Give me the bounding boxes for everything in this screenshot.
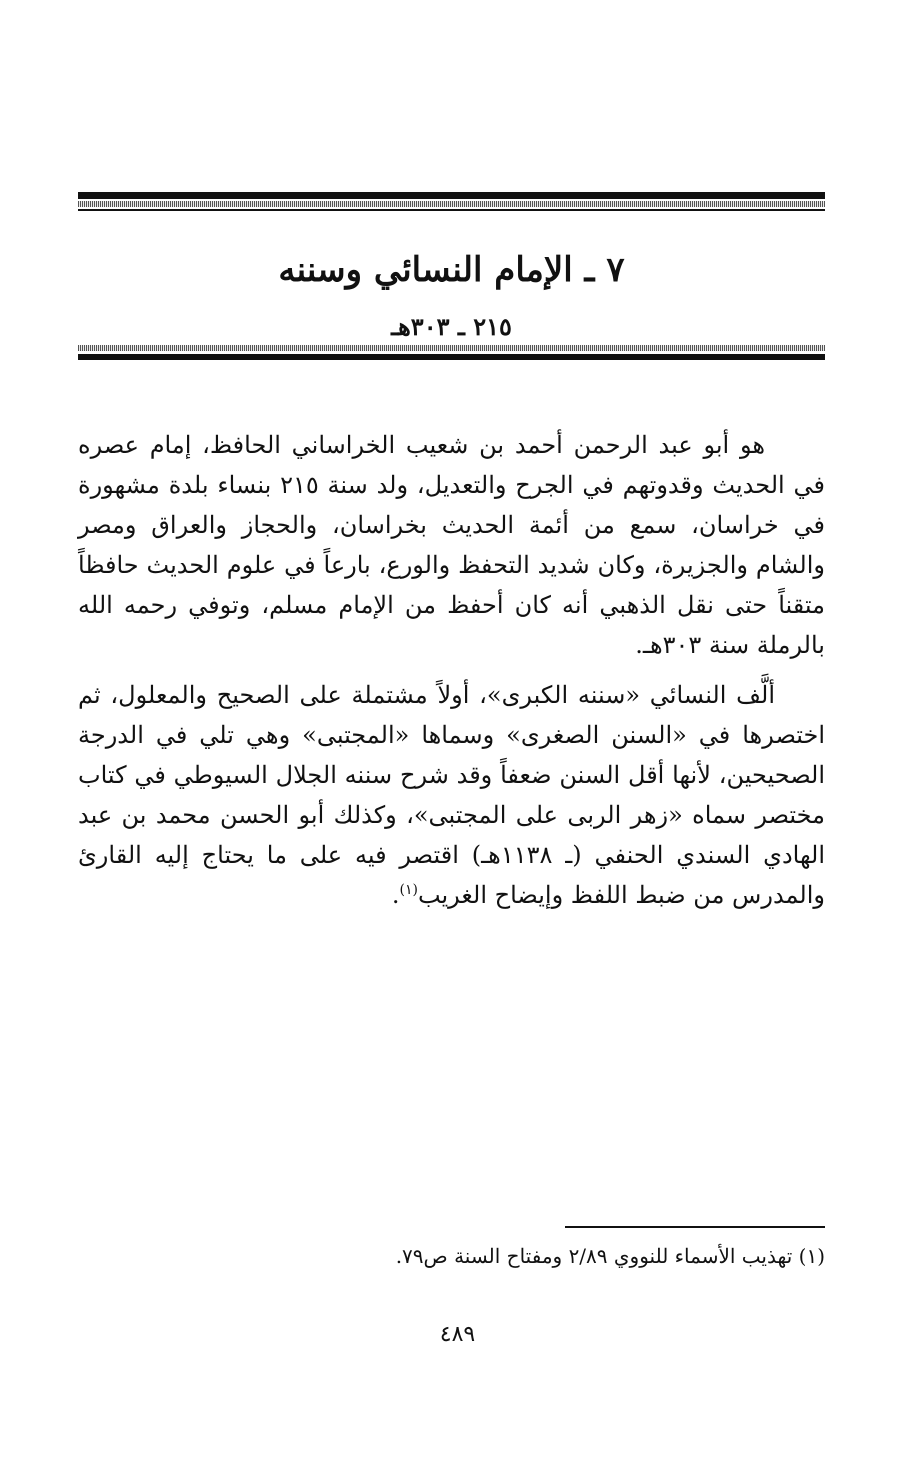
paragraph-2-text: ألَّف النسائي «سننه الكبرى»، أولاً مشتملة على الصحيح والمعلول، ثم اختصرها في «السنن الصغرى» وسماها «المجتبى» وهي تلي في الدرجة الصحيحين، لأنها أقل السنن ضعفاً وقد شرح سننه الجلال السيوطي في كتاب مختصر سماه «زهر الربى على المجتبى»، وكذلك أبو الحسن محمد بن عبد الهادي السندي الحنفي (ـ ١١٣٨هـ) اقتصر فيه على ما يحتاج إليه القارئ والمدرس من ضبط اللفظ وإيضاح الغريب: [78, 681, 825, 909]
paragraph-1: هو أبو عبد الرحمن أحمد بن شعيب الخراساني الحافظ، إمام عصره في الحديث وقدوتهم في الجرح والتعديل، ولد سنة ٢١٥ بنساء بلدة مشهورة في خراسان، سمع من أئمة الحديث بخراسان، والحجاز والعراق ومصر والشام والجزيرة، وكان شديد التحفظ والورع، بارعاً في علوم الحديث حافظاً متقناً حتى نقل الذهبي أنه كان أحفظ من الإمام مسلم، وتوفي رحمه الله بالرملة سنة ٣٠٣هـ.: [78, 431, 825, 659]
rule-thick-line: [78, 354, 825, 360]
closing-punctuation: .: [391, 881, 400, 909]
body-text: [78, 425, 825, 925]
rule-hatched-line: [78, 201, 825, 207]
rule-thin-line: [78, 209, 825, 211]
footnote-reference[interactable]: (١): [399, 882, 418, 898]
header-bottom-rule: [78, 345, 825, 360]
rule-hatched-line: [78, 345, 825, 351]
page-number: ٤٨٩: [439, 1322, 476, 1347]
footnote-separator: [565, 1226, 825, 1228]
chapter-title: ٧ ـ الإمام النسائي وسننه: [278, 250, 625, 290]
footnote: (١) تهذيب الأسماء للنووي ٢/٨٩ ومفتاح السنة ص٧٩.: [395, 1244, 825, 1268]
rule-thick-line: [78, 192, 825, 199]
paragraph-2: [78, 675, 825, 915]
header-top-rule: [78, 192, 825, 211]
chapter-dates: ٢١٥ ـ ٣٠٣هـ: [391, 312, 512, 341]
